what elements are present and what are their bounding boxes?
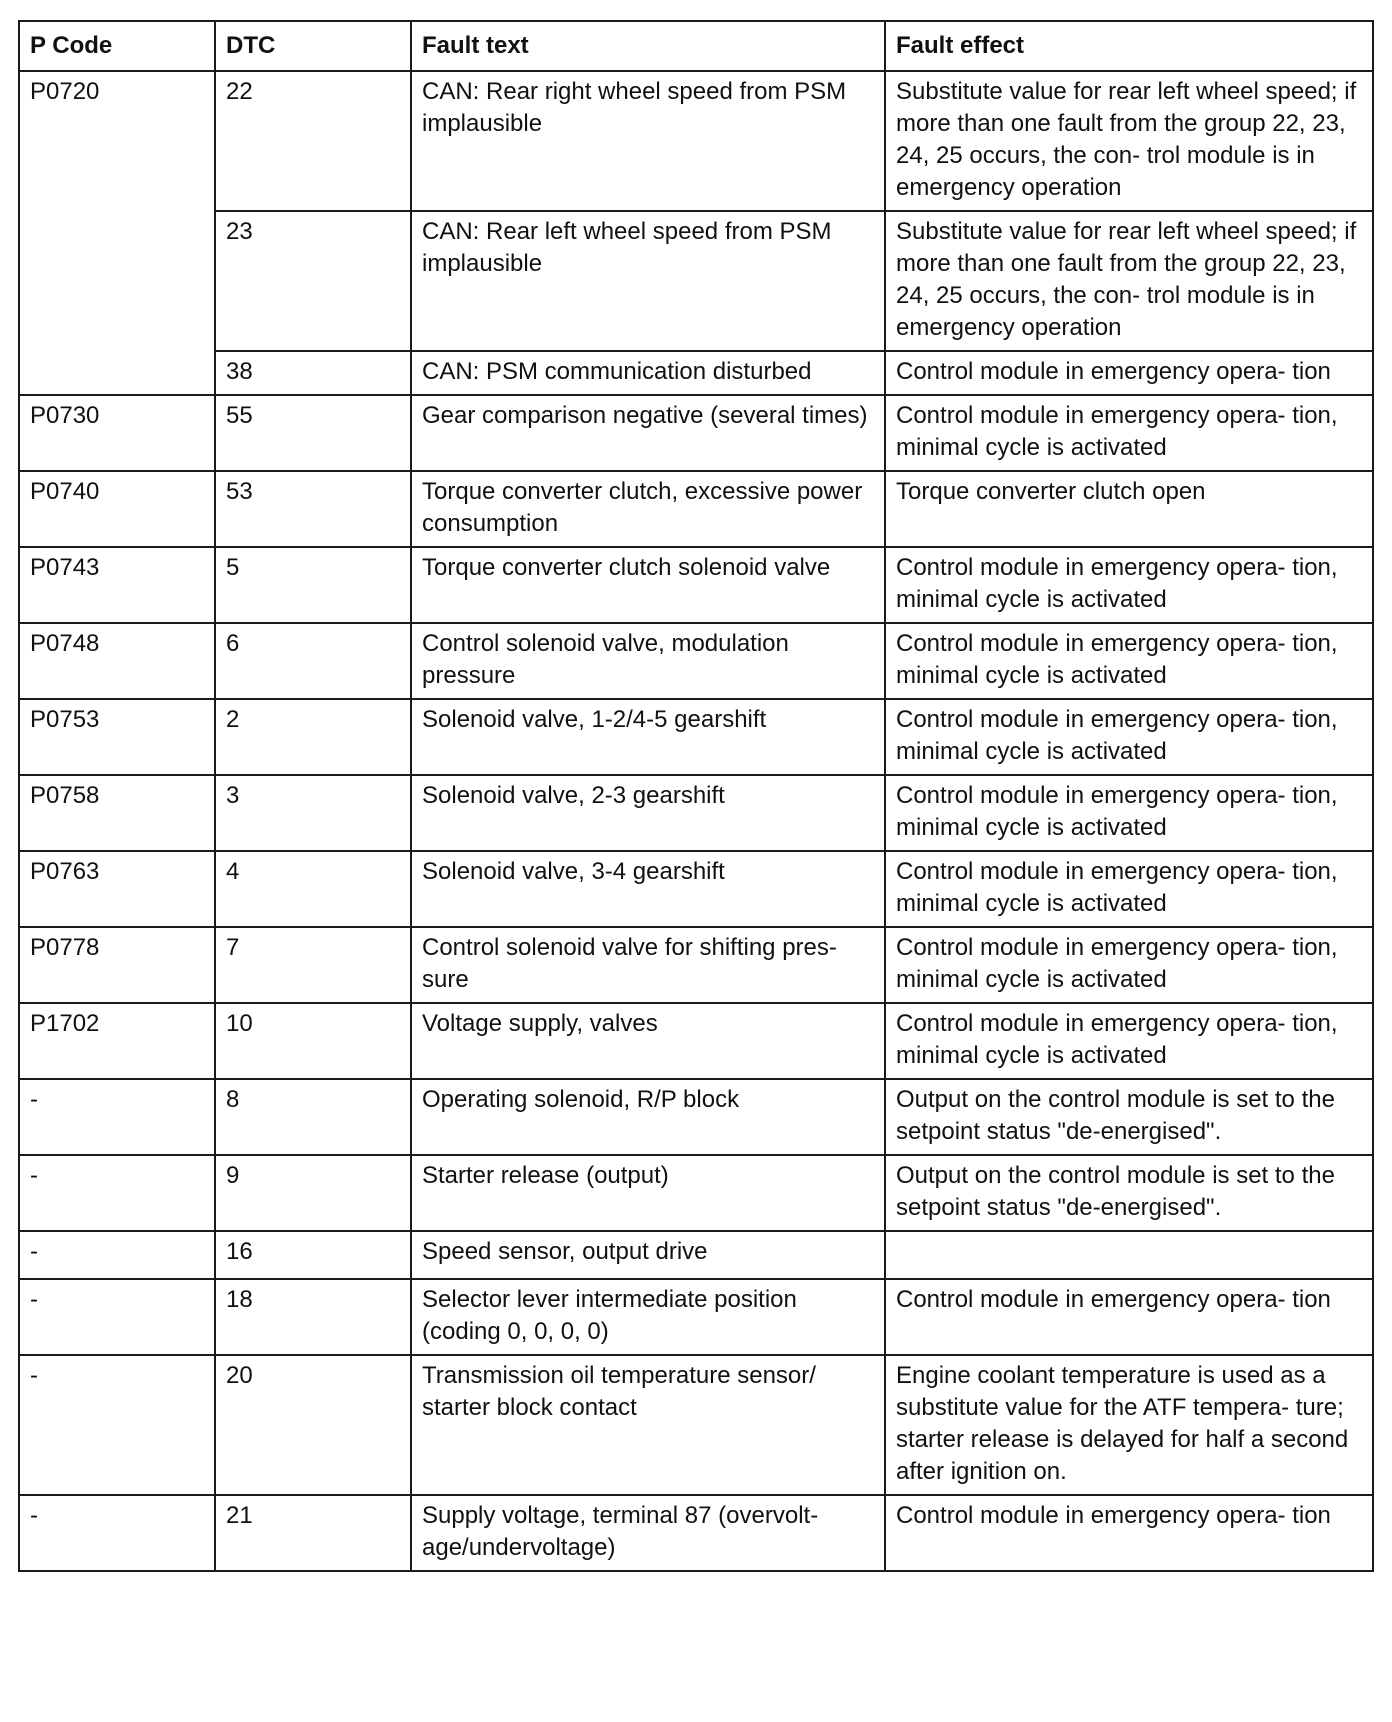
fault-text-cell: Transmission oil temperature sensor/ starter block contact xyxy=(411,1355,885,1495)
dtc-cell: 9 xyxy=(215,1155,411,1231)
fault-effect-cell: Control module in emergency opera- tion, minimal cycle is activated xyxy=(885,547,1373,623)
fault-effect-cell: Output on the control module is set to the setpoint status "de-energised". xyxy=(885,1155,1373,1231)
p-code-cell: - xyxy=(19,1355,215,1495)
fault-effect-cell: Substitute value for rear left wheel speed; if more than one fault from the group 22, 23, 24, 25 occurs, the con- trol module is in emergency operation xyxy=(885,71,1373,211)
header-fault-text: Fault text xyxy=(411,21,885,71)
fault-effect-cell: Control module in emergency opera- tion xyxy=(885,1495,1373,1571)
fault-text-cell: CAN: PSM communication disturbed xyxy=(411,351,885,395)
p-code-cell: - xyxy=(19,1079,215,1155)
p-code-cell: - xyxy=(19,1231,215,1279)
dtc-cell: 22 xyxy=(215,71,411,211)
table-row xyxy=(19,1279,1373,1355)
dtc-cell: 18 xyxy=(215,1279,411,1355)
fault-text-cell: Solenoid valve, 3-4 gearshift xyxy=(411,851,885,927)
fault-text-cell: CAN: Rear left wheel speed from PSM implausible xyxy=(411,211,885,351)
dtc-cell: 3 xyxy=(215,775,411,851)
p-code-cell: P0758 xyxy=(19,775,215,851)
table-row xyxy=(19,851,1373,927)
p-code-cell: - xyxy=(19,1155,215,1231)
fault-text-cell: Torque converter clutch solenoid valve xyxy=(411,547,885,623)
fault-text-cell: Torque converter clutch, excessive power consumption xyxy=(411,471,885,547)
table-row xyxy=(19,471,1373,547)
dtc-cell: 10 xyxy=(215,1003,411,1079)
table-row xyxy=(19,395,1373,471)
fault-effect-cell: Control module in emergency opera- tion, minimal cycle is activated xyxy=(885,927,1373,1003)
fault-effect-cell xyxy=(885,1231,1373,1279)
p-code-cell: P0753 xyxy=(19,699,215,775)
fault-text-cell: Control solenoid valve for shifting pres- sure xyxy=(411,927,885,1003)
fault-effect-cell: Control module in emergency opera- tion, minimal cycle is activated xyxy=(885,851,1373,927)
table-row xyxy=(19,547,1373,623)
fault-effect-cell: Engine coolant temperature is used as a substitute value for the ATF tempera- ture; starter release is delayed for half a second after ignition on. xyxy=(885,1355,1373,1495)
dtc-cell: 8 xyxy=(215,1079,411,1155)
table-row xyxy=(19,699,1373,775)
dtc-cell: 6 xyxy=(215,623,411,699)
header-p-code: P Code xyxy=(19,21,215,71)
fault-text-cell: Solenoid valve, 2-3 gearshift xyxy=(411,775,885,851)
table-row xyxy=(19,927,1373,1003)
dtc-cell: 38 xyxy=(215,351,411,395)
fault-text-cell: Speed sensor, output drive xyxy=(411,1231,885,1279)
dtc-cell: 4 xyxy=(215,851,411,927)
fault-effect-cell: Output on the control module is set to the setpoint status "de-energised". xyxy=(885,1079,1373,1155)
p-code-cell: P0743 xyxy=(19,547,215,623)
table-row xyxy=(19,1231,1373,1279)
fault-text-cell: Starter release (output) xyxy=(411,1155,885,1231)
fault-effect-cell: Control module in emergency opera- tion, minimal cycle is activated xyxy=(885,1003,1373,1079)
p-code-cell: - xyxy=(19,1495,215,1571)
fault-text-cell: CAN: Rear right wheel speed from PSM implausible xyxy=(411,71,885,211)
table-row xyxy=(19,623,1373,699)
fault-text-cell: Solenoid valve, 1-2/4-5 gearshift xyxy=(411,699,885,775)
fault-effect-cell: Substitute value for rear left wheel speed; if more than one fault from the group 22, 23, 24, 25 occurs, the con- trol module is in emergency operation xyxy=(885,211,1373,351)
header-dtc: DTC xyxy=(215,21,411,71)
fault-text-cell: Voltage supply, valves xyxy=(411,1003,885,1079)
fault-text-cell: Gear comparison negative (several times) xyxy=(411,395,885,471)
dtc-cell: 21 xyxy=(215,1495,411,1571)
dtc-cell: 55 xyxy=(215,395,411,471)
fault-text-cell: Supply voltage, terminal 87 (overvolt- age/undervoltage) xyxy=(411,1495,885,1571)
fault-code-table xyxy=(18,20,1374,1572)
table-row xyxy=(19,211,1373,351)
p-code-cell: P0730 xyxy=(19,395,215,471)
fault-effect-cell: Control module in emergency opera- tion, minimal cycle is activated xyxy=(885,699,1373,775)
fault-effect-cell: Control module in emergency opera- tion xyxy=(885,1279,1373,1355)
fault-effect-cell: Control module in emergency opera- tion, minimal cycle is activated xyxy=(885,775,1373,851)
table-header-row xyxy=(19,21,1373,71)
fault-effect-cell: Control module in emergency opera- tion xyxy=(885,351,1373,395)
table-row xyxy=(19,1003,1373,1079)
header-fault-effect: Fault effect xyxy=(885,21,1373,71)
p-code-cell: P0720 xyxy=(19,71,215,395)
p-code-cell: P0748 xyxy=(19,623,215,699)
p-code-cell: - xyxy=(19,1279,215,1355)
p-code-cell: P0763 xyxy=(19,851,215,927)
table-row xyxy=(19,1355,1373,1495)
p-code-cell: P0778 xyxy=(19,927,215,1003)
fault-text-cell: Selector lever intermediate position (coding 0, 0, 0, 0) xyxy=(411,1279,885,1355)
table-row xyxy=(19,1079,1373,1155)
fault-text-cell: Operating solenoid, R/P block xyxy=(411,1079,885,1155)
fault-text-cell: Control solenoid valve, modulation pressure xyxy=(411,623,885,699)
table-row xyxy=(19,1495,1373,1571)
dtc-cell: 16 xyxy=(215,1231,411,1279)
dtc-cell: 53 xyxy=(215,471,411,547)
table-row xyxy=(19,71,1373,211)
dtc-cell: 5 xyxy=(215,547,411,623)
table-row xyxy=(19,1155,1373,1231)
table-row xyxy=(19,351,1373,395)
p-code-cell: P0740 xyxy=(19,471,215,547)
table-row xyxy=(19,775,1373,851)
p-code-cell: P1702 xyxy=(19,1003,215,1079)
dtc-cell: 23 xyxy=(215,211,411,351)
fault-effect-cell: Torque converter clutch open xyxy=(885,471,1373,547)
fault-effect-cell: Control module in emergency opera- tion, minimal cycle is activated xyxy=(885,395,1373,471)
fault-effect-cell: Control module in emergency opera- tion, minimal cycle is activated xyxy=(885,623,1373,699)
dtc-cell: 20 xyxy=(215,1355,411,1495)
dtc-cell: 2 xyxy=(215,699,411,775)
dtc-cell: 7 xyxy=(215,927,411,1003)
